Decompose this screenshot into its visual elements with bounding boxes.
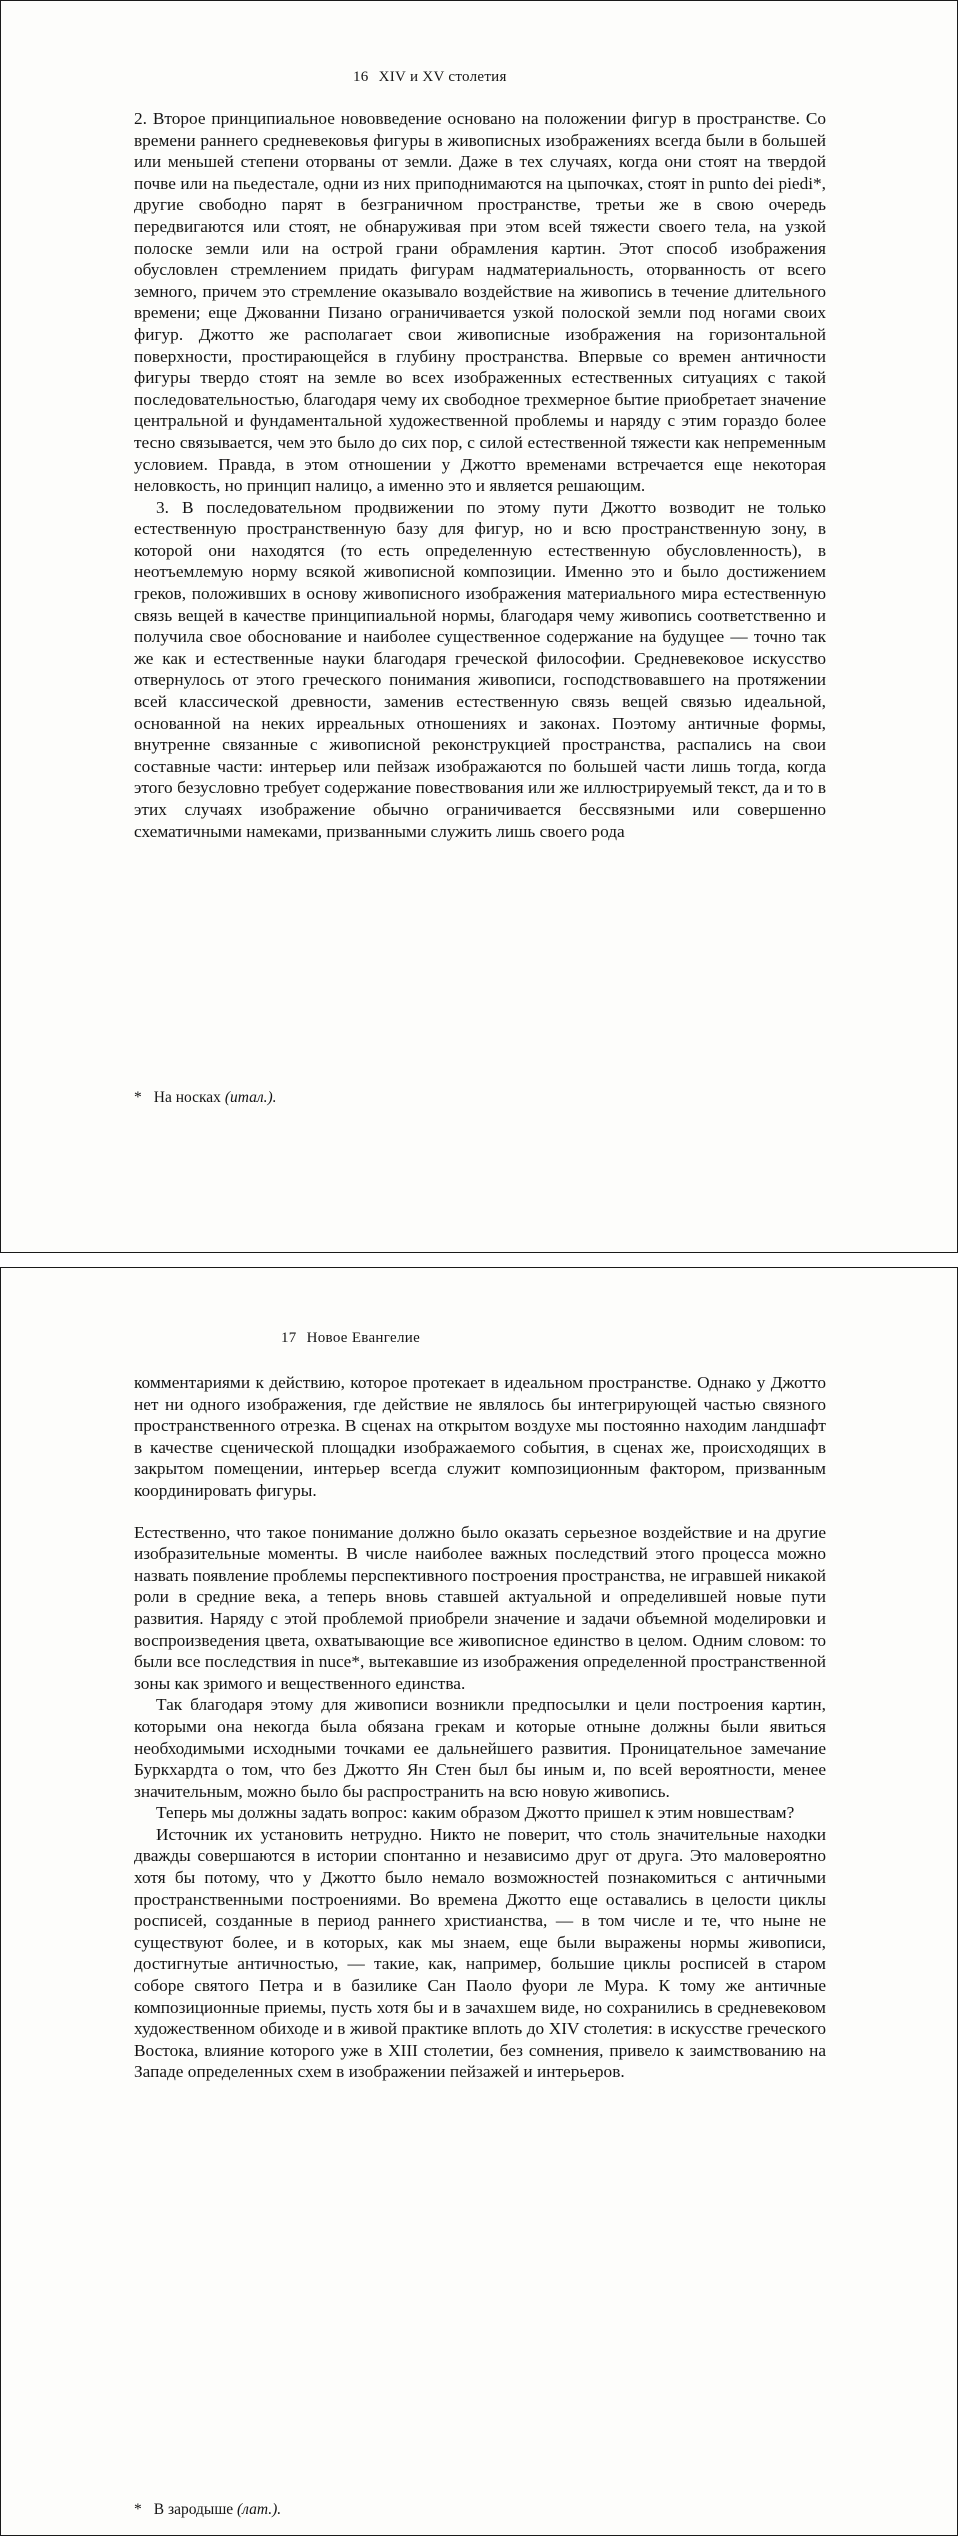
footnote <box>134 1088 277 1108</box>
paragraph: Теперь мы должны задать вопрос: каким образом Джотто пришел к этим новшествам? <box>156 1803 795 1823</box>
footnote-mark: * <box>134 1089 142 1106</box>
footnote-language: (итал.). <box>224 1089 277 1106</box>
paragraph: Так благодаря этому для живописи возникли предпосылки и цели построения картин, которыми она некогда была обязана грекам и которые отныне должны были явиться необходимыми исходными точками ее дальнейшего развития. Проницательное замечание Буркхардта о том, что без Джотто Ян Стен был бы иным и, по всей вероятности, менее значительным, можно было бы распространить на всю новую живопись. <box>134 1695 826 1801</box>
running-head-title: Новое Евангелие <box>306 1330 421 1346</box>
running-head <box>281 1330 420 1347</box>
footnote-text: На носках <box>153 1089 221 1106</box>
paragraph: Источник их установить нетрудно. Никто не поверит, что столь значительные находки дважды совершаются в истории спонтанно и независимо друг от друга. Это маловероятно хотя бы потому, что у Джотто было немало возможностей познакомиться с античными пространственными построениями. Во времена Джотто еще оставались в целости циклы росписей, созданные в период раннего христианства, — в том числе и те, что ныне не существуют более, и в которых, как мы знаем, еще были выражены нормы живописи, достигнутые античностью, — такие, как, например, большие циклы росписей в старом соборе святого Петра и в базилике Сан Паоло фуори ле Мура. К тому же античные композиционные приемы, пусть хотя бы и в зачахшем виде, но сохранились в средневековом художественном обиходе и в живой практике вплоть до XIV столетия: в искусстве греческого Востока, влияние которого уже в XIII столетии, без сомнения, привело к заимствованию на Западе определенных схем в изображении пейзажей и интерьеров. <box>134 1824 826 2082</box>
paragraph: комментариями к действию, которое протекает в идеальном пространстве. Однако у Джотто нет ни одного изображения, где действие не являлось бы интегрирующей частью связного пространственного отрезка. В сценах на открытом воздухе мы постоянно находим ландшафт в качестве сценической площадки изображаемого события, в сценах же, происходящих в закрытом помещении, интерьер всегда служит композиционным фактором, призванным координировать фигуры. <box>134 1373 826 1500</box>
footnote-text: В зародыше <box>153 2501 234 2518</box>
paragraph: 3. В последовательном продвижении по этому пути Джотто возводит не только естественную пространственную базу для фигур, но и всю пространственную зону, в которой они находятся (то есть определенную естественную обусловленность), в неотъемлемую норму всякой живописной композиции. Именно это и было достижением греков, положивших в основу живописного изображения материального мира естественную связь вещей в качестве принципиальной нормы, благодаря чему живопись соответственно и получила свое обоснование и наиболее существенное содержание на будущее — точно так же как и естественные науки благодаря греческой философии. Средневековое искусство отвернулось от этого греческого понимания живописи, господствовавшего на протяжении всей классической древности, заменив естественную связь вещей связью идеальной, основанной на неких ирреальных отношениях и законах. Поэтому античные формы, внутренне связанные с живописной реконструкцией пространства, распались на свои составные части: интерьер или пейзаж изображаются по большей части лишь тогда, когда этого безусловно требует содержание повествования или же иллюстрируемый текст, да и то в этих случаях изображение обычно ограничивается бессвязными или совершенно схематичными намеками, призванными служить лишь своего рода <box>134 497 826 841</box>
footnote-mark: * <box>134 2501 142 2518</box>
body-text <box>134 108 826 842</box>
book-page-17 <box>0 1267 958 2536</box>
paragraph: 2. Второе принципиальное нововведение основано на положении фигур в пространстве. Со времени раннего средневековья фигуры в живописных изображениях всегда были в большей или меньшей степени оторваны от земли. Даже в тех случаях, когда они стоят на твердой почве или на пьедестале, одни из них приподнимаются на цыпочках, стоят in punto dei piedi*, другие свободно парят в безграничном пространстве, третьи же в свою очередь передвигаются или стоят, не обнаруживая при этом всей тяжести своего тела, на узкой полоске земли или на острой грани обрамления картин. Этот способ изображения обусловлен стремлением придать фигурам надматериальность, оторванность от всего земного, причем это стремление оказывало воздействие на живопись в течение длительного времени; еще Джованни Пизано ограничивается узкой полоской земли под ногами своих фигур. Джотто же располагает свои живописные изображения на горизонтальной поверхности, простирающейся в глубину пространства. Впервые со времен античности фигуры твердо стоят на земле во всех изображенных естественных ситуациях с такой последовательностью, благодаря чему их свободное трехмерное бытие приобретает значение центральной и фундаментальной художественной проблемы и наряду с этим гораздо более тесно связывается, чем это было до сих пор, с силой естественной тяжести как непременным условием. Правда, в этом отношении у Джотто временами встречается еще некоторая неловкость, но принцип налицо, а именно это и является решающим. <box>134 109 826 496</box>
footnote-language: (лат.). <box>237 2501 282 2518</box>
paragraph: Естественно, что такое понимание должно было оказать серьезное воздействие и на другие изобразительные моменты. В числе наиболее важных последствий этого процесса можно назвать появление проблемы перспективного построения пространства, не игравшей никакой роли в средние века, а теперь вновь ставшей актуальной и определившей новые пути развития. Наряду с этой проблемой приобрели значение и задачи объемной моделировки и воспроизведения цвета, охватывающие все живописное единство в целом. Одним словом: то были все последствия in nuce*, вытекавшие из изображения определенной пространственной зоны как зримого и вещественного единства. <box>134 1522 826 1693</box>
page-gap <box>0 1253 960 1267</box>
book-page-16 <box>0 0 958 1253</box>
running-head <box>353 69 507 86</box>
page-number: 17 <box>281 1330 297 1346</box>
footnote <box>134 2500 281 2520</box>
running-head-title: XIV и XV столетия <box>378 69 507 85</box>
body-text <box>134 1372 826 2083</box>
page-number: 16 <box>353 69 369 85</box>
